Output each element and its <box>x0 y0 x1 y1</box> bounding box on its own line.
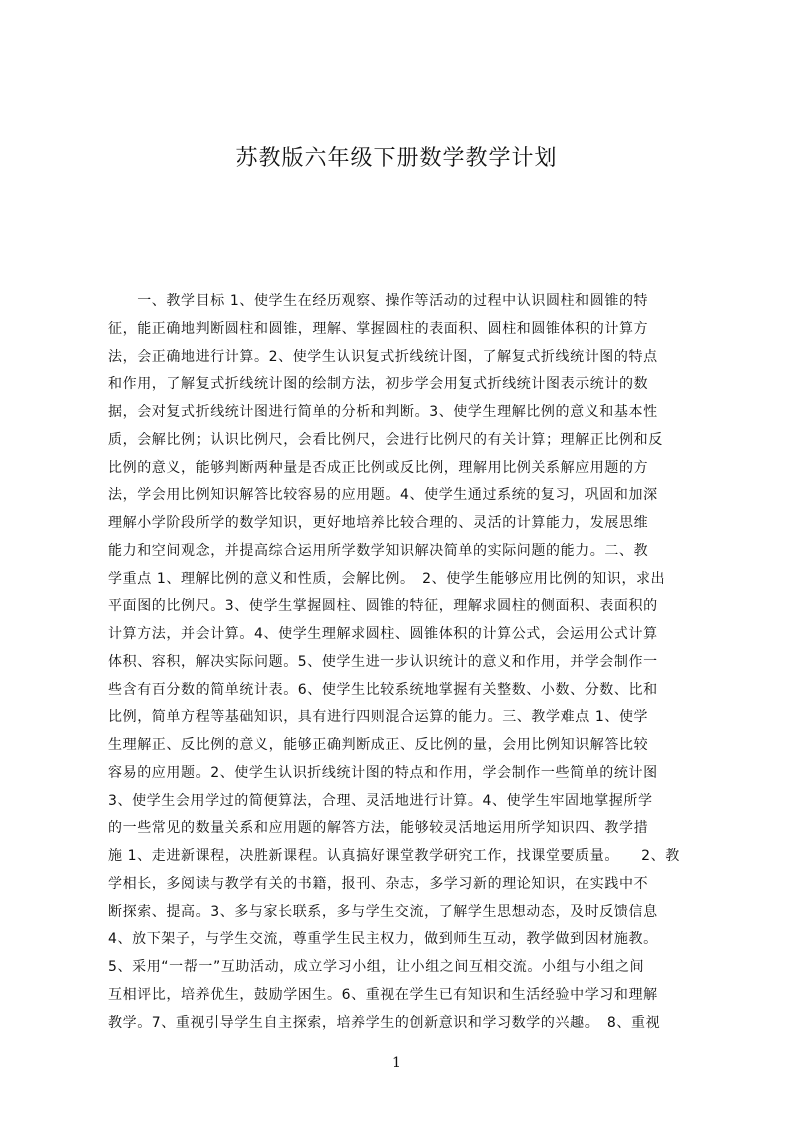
body-line: 断探索、提高。3、多与家长联系，多与学生交流，了解学生思想动态，及时反馈信息 <box>108 903 658 920</box>
body-line: 法，学会用比例知识解答比较容易的应用题。4、使学生通过系统的复习，巩固和加深 <box>108 487 658 504</box>
body-line: 征，能正确地判断圆柱和圆锥，理解、掌握圆柱的表面积、圆柱和圆锥体积的计算方 <box>108 320 649 337</box>
body-line: 些含有百分数的简单统计表。6、使学生比较系统地掌握有关整数、小数、分数、比和 <box>108 681 658 698</box>
body-line: 据，会对复式折线统计图进行简单的分析和判断。3、使学生理解比例的意义和基本性 <box>108 404 658 420</box>
body-line: 互相评比，培养优生，鼓励学困生。6、重视在学生已有知识和生活经验中学习和理解 <box>108 986 658 1003</box>
page-number: 1 <box>392 1055 401 1071</box>
body-line: 一、教学目标 1、使学生在经历观察、操作等活动的过程中认识圆柱和圆锥的特 <box>108 293 649 309</box>
body-line: 比例的意义，能够判断两种量是否成正比例或反比例，理解用比例关系解应用题的方 <box>108 459 649 476</box>
body-line: 计算方法，并会计算。4、使学生理解求圆柱、圆锥体积的计算公式，会运用公式计算 <box>108 626 658 642</box>
body-text <box>108 288 698 1037</box>
body-line: 法，会正确地进行计算。2、使学生认识复式折线统计图，了解复式折线统计图的特点 <box>108 348 658 365</box>
body-line: 比例，简单方程等基础知识，具有进行四则混合运算的能力。三、教学难点 1、使学 <box>108 709 649 726</box>
body-line: 生理解正、反比例的意义，能够正确判断成正、反比例的量，会用比例知识解答比较 <box>108 737 649 753</box>
body-line: 体积、容积，解决实际问题。5、使学生进一步认识统计的意义和作用，并学会制作一 <box>108 653 658 670</box>
body-line: 5、采用“一帮一”互助活动，成立学习小组，让小组之间互相交流。小组与小组之间 <box>108 959 645 975</box>
body-line: 的一些常见的数量关系和应用题的解答方法，能够较灵活地运用所学知识四、教学措 <box>108 820 649 837</box>
body-line: 容易的应用题。2、使学生认识折线统计图的特点和作用，学会制作一些简单的统计图 <box>108 764 658 781</box>
document-title: 苏教版六年级下册数学教学计划 <box>235 146 558 171</box>
body-line: 和作用，了解复式折线统计图的绘制方法，初步学会用复式折线统计图表示统计的数 <box>108 376 649 393</box>
body-line: 能力和空间观念，并提高综合运用所学数学知识解决简单的实际问题的能力。二、教 <box>108 542 649 559</box>
body-line: 教学。7、重视引导学生自主探索，培养学生的创新意识和学习数学的兴趣。 8、重视 <box>108 1014 661 1031</box>
body-line: 3、使学生会用学过的简便算法，合理、灵活地进行计算。4、使学生牢固地掌握所学 <box>108 792 653 809</box>
body-line: 平面图的比例尺。3、使学生掌握圆柱、圆锥的特征，理解求圆柱的侧面积、表面积的 <box>108 598 658 615</box>
body-line: 学重点 1、理解比例的意义和性质，会解比例。 2、使学生能够应用比例的知识，求出 <box>108 570 666 587</box>
body-line: 质，会解比例；认识比例尺，会看比例尺，会进行比例尺的有关计算；理解正比例和反 <box>108 431 663 448</box>
body-line: 施 1、走进新课程，决胜新课程。认真搞好课堂教学研究工作，找课堂要质量。 2、教 <box>108 848 680 864</box>
body-line: 4、放下架子，与学生交流，尊重学生民主权力，做到师生互动，教学做到因材施教。 <box>108 931 658 948</box>
body-line: 学相长，多阅读与教学有关的书籍，报刊、杂志，多学习新的理论知识，在实践中不 <box>108 875 649 892</box>
body-line: 理解小学阶段所学的数学知识，更好地培养比较合理的、灵活的计算能力，发展思维 <box>108 515 649 531</box>
